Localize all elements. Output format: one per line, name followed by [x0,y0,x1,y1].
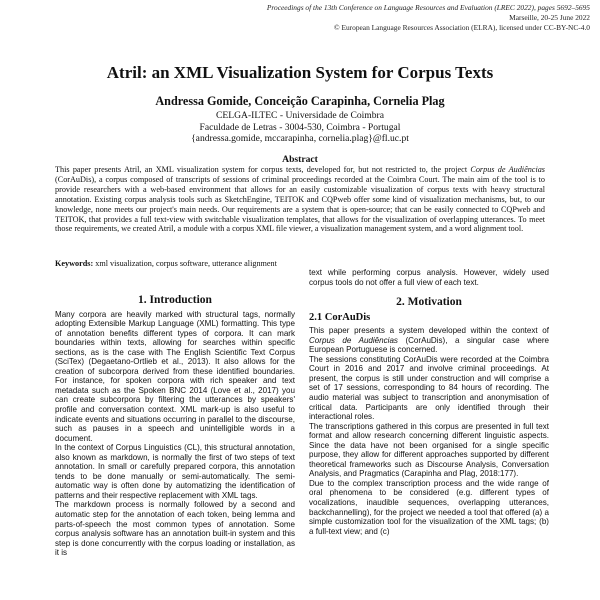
paragraph: Many corpora are heavily marked with structural tags, normally adopting Extensible Markup Language (XML) formatting. This type of annotation benefits different types of corpora. It can mark boundaries within texts, allowing for searches within specific sections, as is the case with The English Scientific Text Corpus (SciTex) (Degaetano-Ortlieb et al., 2013). It also allows for the creation of subcorpora derived from these identified boundaries. For instance, for spoken corpora with rich speaker and text metadata such as the Spoken BNC 2014 (Love et al., 2017) you can create subcorpora by filtering the utterances by speakers' profile and conversation context. XML mark-up is also useful to indicate events and situations occurring in parallel to the discourse, such as pauses in a speech and unintelligible words in a document. [55,309,295,443]
subsection-heading-coraudis: 2.1 CorAuDis [309,311,371,323]
paragraph [309,326,549,355]
paragraph: The markdown process is normally followed by a second and automatic step for the annotation of each token, being lemma and parts-of-speech the most common types of annotation. Some corpus analysis software has an annotation built-in system and this step is done concurrently with the corpus loading or installation, as it is [55,500,295,558]
paragraph: The transcriptions gathered in this corpus are presented in full text format and allow research concerning different linguistic aspects. Since the data have not been organised for a single specific purpose, they allow for different approaches supported by different theoretical frameworks such as Discourse Analysis, Conversation Analysis, and Pragmatics (Carapinha and Plag, 2018:177). [309,421,549,479]
license-line: © European Language Resources Association (ELRA), licensed under CC-BY-NC-4.0 [333,23,590,32]
abstract-project-name: Corpus de Audiências [470,165,545,174]
proceedings-line: Proceedings of the 13th Conference on Language Resources and Evaluation (LREC 2022), pages 5692–5695 [266,3,590,12]
paragraph: In the context of Corpus Linguistics (CL), this structural annotation, also known as markdown, is normally the first of two steps of text annotation. In small or carefully prepared corpora, this annotation tends to be done manually or semi-automatically. The semi-automatic way is often done by automatizing the identification of patterns and their respective replacement with XML tags. [55,443,295,500]
abstract-body [55,165,545,234]
left-column [55,296,295,558]
keywords-text: xml visualization, corpus software, utterance alignment [93,259,277,268]
paragraph: text while performing corpus analysis. However, widely used corpus tools do not offer a full view of each text. [309,268,549,287]
proceedings-header [267,3,590,33]
keywords-label: Keywords: [55,259,94,268]
affiliation-address: Faculdade de Letras - 3004-530, Coimbra - Portugal [199,121,401,133]
abstract-text: This paper presents Atril, an XML visualization system for corpus texts, developed for, but not restricted to, the project [55,165,471,174]
affiliation [0,110,600,145]
paragraph: The sessions constituting CorAuDis were recorded at the Coimbra Court in 2016 and 2017 and involve criminal proceedings. At present, the corpus is still under construction and will comprise a set of 17 sessions, corresponding to 84 hours of recording. The audio material was subject to transcription and anonymisation of critical data. Participants are only identified through their interactional roles. [309,354,549,422]
paper-title: Atril: an XML Visualization System for Corpus Texts [106,63,494,82]
section-heading-introduction: 1. Introduction [138,294,212,306]
paragraph-text-cont: (CorAuDis), a singular case where European Portuguese is concerned. [309,335,549,355]
paragraph: Due to the complex transcription process and the wide range of oral phenomena to be considered (e.g. different types of vocalizations, inaudible sequences, overlapping utterances, backchannelling), for the project we needed a tool that offered (a) a simple customization tool for the visualization of the XML tags; (b) a full-text view; and (c) [309,478,549,536]
affiliation-institution: CELGA-ILTEC - Universidade de Coimbra [215,110,385,121]
right-column [309,268,549,536]
affiliation-emails: {andressa.gomide, mccarapinha, cornelia.plag}@fl.uc.pt [191,133,409,144]
abstract-text-cont: (CorAuDis), a corpus composed of transcripts of sessions of criminal proceedings recorded at the Coimbra Court. The main aim of the tool is to provide researchers with a web-based environment that allows for an easily customizable visualization of corpus texts with heavy structural annotation. Existing corpus analysis tools such as SketchEngine, TEITOK and CQPweb offer some kind of visualization mechanisms, but, to our knowledge, none meets our project's main needs. Our requirements are a system that is open-source; that can be easily connected to CQPweb and TEITOK, that provides a full text-view with switchable visualization templates, that allows for the visualization of overlapping utterances. To meet those requirements, we created Atril, a module with a corpus XML file viewer, a visualization management system, and a word alignment tool. [55,174,545,234]
paragraph-text: This paper presents a system developed within the context of [309,326,549,336]
section-heading-motivation: 2. Motivation [396,296,462,309]
paper-authors: Andressa Gomide, Conceição Carapinha, Cornelia Plag [155,94,445,108]
abstract-heading: Abstract [282,154,318,165]
project-name: Corpus de Audiências [309,335,398,345]
proceedings-location: Marseille, 20-25 June 2022 [509,13,590,22]
